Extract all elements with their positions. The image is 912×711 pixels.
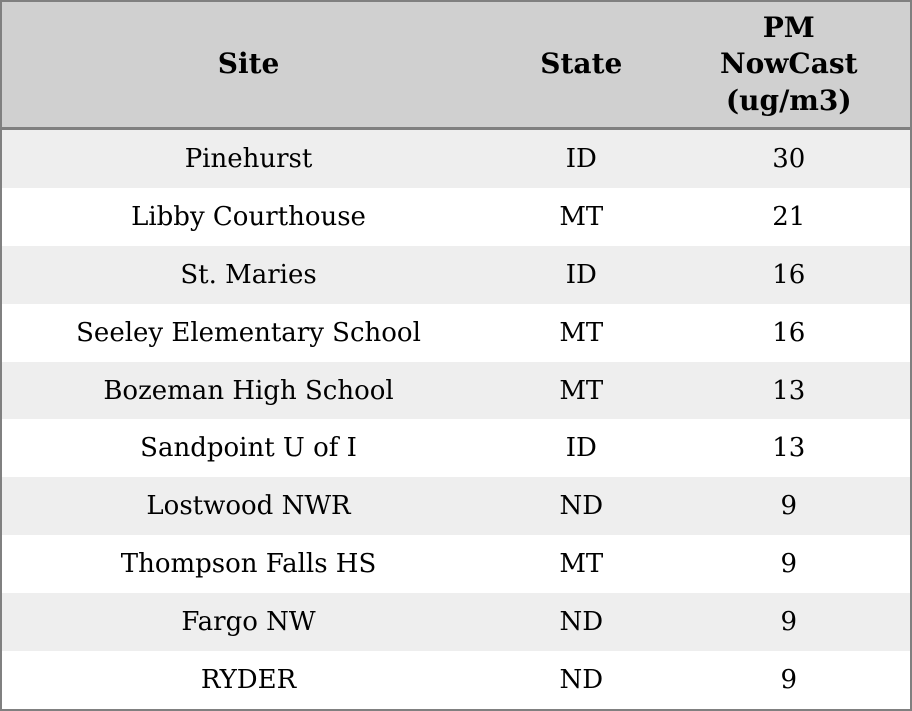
table-row [2, 535, 910, 593]
site-cell: RYDER [200, 665, 297, 695]
state-cell: ID [565, 433, 597, 464]
state-cell: ID [565, 143, 597, 174]
column-header-site-label: Site [217, 47, 280, 81]
state-cell: MT [559, 317, 604, 348]
site-cell: Seeley Elementary School [76, 317, 421, 348]
state-cell: ND [559, 491, 604, 522]
header-row [2, 2, 910, 129]
table-row [2, 188, 910, 246]
table-row [2, 362, 910, 420]
table-header [2, 2, 910, 129]
site-cell: Lostwood NWR [146, 491, 351, 522]
site-cell: Fargo NW [181, 607, 316, 638]
column-header-site [2, 2, 495, 129]
site-cell: Bozeman High School [103, 375, 394, 406]
table-body [2, 129, 910, 710]
state-cell: MT [559, 549, 604, 580]
table-row [2, 304, 910, 362]
column-header-state-label: State [540, 47, 623, 81]
column-header-pm-nowcast-label: PM NowCast (ug/m3) [720, 10, 858, 117]
table-row [2, 477, 910, 535]
state-cell: ND [559, 607, 604, 638]
pm-nowcast-cell: 16 [772, 317, 806, 348]
pm-nowcast-cell: 9 [780, 491, 798, 522]
pm-nowcast-cell: 9 [780, 665, 798, 695]
site-cell: Pinehurst [184, 143, 313, 174]
pm-nowcast-cell: 13 [772, 433, 806, 464]
pm-nowcast-cell: 13 [772, 375, 806, 406]
column-header-state [495, 2, 668, 129]
pm-nowcast-table [2, 2, 910, 709]
column-header-pm-nowcast [668, 2, 910, 129]
state-cell: ND [559, 665, 604, 695]
site-cell: St. Maries [180, 259, 317, 290]
site-cell: Thompson Falls HS [120, 549, 377, 580]
table-row [2, 593, 910, 651]
pm-nowcast-cell: 9 [780, 607, 798, 638]
pm-nowcast-cell: 30 [772, 143, 806, 174]
state-cell: ID [565, 259, 597, 290]
table-row [2, 651, 910, 709]
site-cell: Libby Courthouse [131, 201, 366, 232]
pm-nowcast-cell: 16 [772, 259, 806, 290]
table-row [2, 419, 910, 477]
pm-nowcast-cell: 21 [772, 201, 806, 232]
pm-nowcast-cell: 9 [780, 549, 798, 580]
table-row [2, 129, 910, 188]
state-cell: MT [559, 201, 604, 232]
table-row [2, 246, 910, 304]
site-cell: Sandpoint U of I [140, 433, 357, 464]
state-cell: MT [559, 375, 604, 406]
